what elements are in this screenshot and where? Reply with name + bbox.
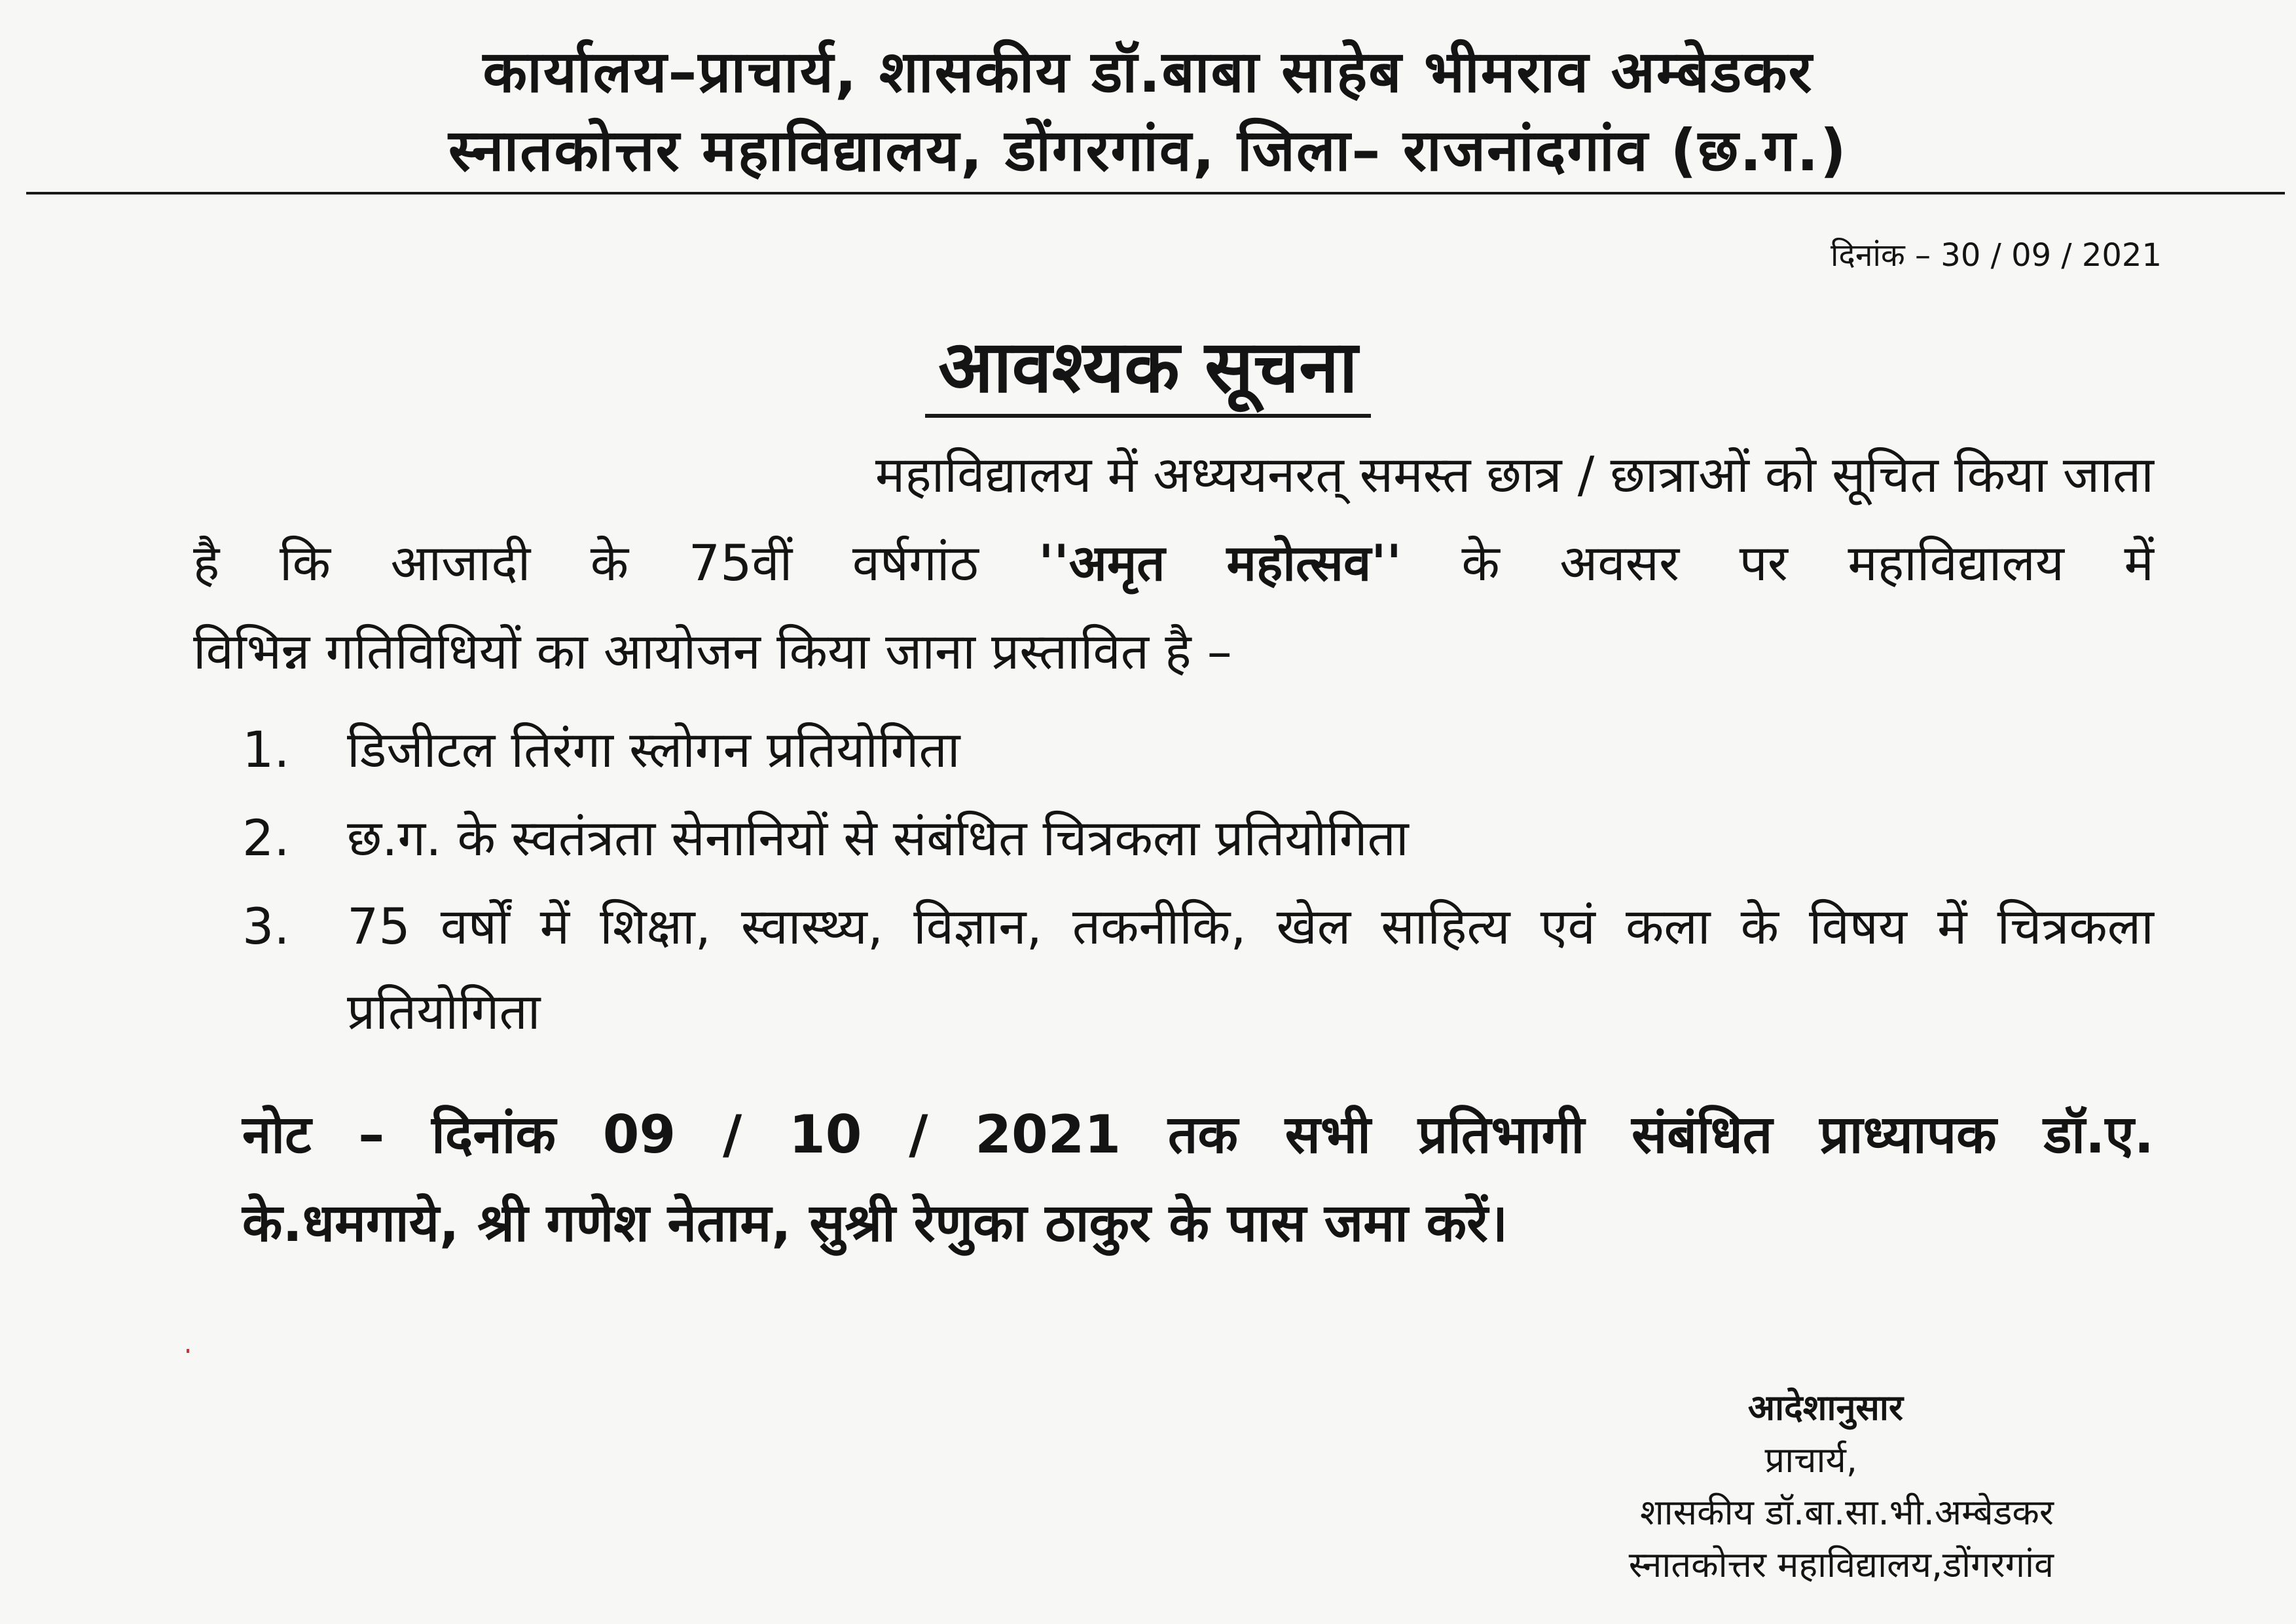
signature-order: आदेशानुसार [1747,1387,1903,1428]
body-line-2 [193,521,2154,606]
note-line-1: नोट – दिनांक 09 / 10 / 2021 तक सभी प्रतिभागी संबंधित प्राध्यापक डॉ.ए. [242,1104,2154,1165]
list-item-text: छ.ग. के स्वतंत्रता सेनानियों से संबंधित चित्रकला प्रतियोगिता [347,809,1409,867]
signature-college-line-2: स्नातकोत्तर महाविद्यालय,डोंगरगांव [1628,1544,2054,1585]
notice-date: दिनांक – 30 / 09 / 2021 [1830,237,2162,274]
list-item-number: 2. [242,809,290,867]
list-item-text: 75 वर्षों में शिक्षा, स्वास्थ्य, विज्ञान, तकनीकि, खेल साहित्य एवं कला के विषय में चित्रकला प्रतियोगिता [347,897,2154,1041]
body-line-2-start: है कि आजादी के 75वीं वर्षगांठ [193,534,1039,592]
list-item-number: 3. [242,897,290,955]
body-line-3: विभिन्न गतिविधियों का आयोजन किया जाना प्रस्तावित है – [193,622,1232,680]
header-line-1: कार्यालय–प्राचार्य, शासकीय डॉ.बाबा साहेब भीमराव अम्बेडकर [483,38,1813,105]
paper-speck [187,1349,189,1353]
list-item-text: डिजीटल तिरंगा स्लोगन प्रतियोगिता [347,720,960,779]
notice-title: आवश्यक सूचना [925,321,1371,418]
list-item-number: 1. [242,720,290,779]
body-line-1: महाविद्यालय में अध्ययनरत् समस्त छात्र / छात्राओं को सूचित किया जाता [875,445,2154,504]
header-line-2: स्नातकोत्तर महाविद्यालय, डोंगरगांव, जिला– राजनांदगांव (छ.ग.) [448,117,1848,184]
body-line-2-end: के अवसर पर महाविद्यालय में [1401,534,2154,592]
notice-title-wrap [0,321,2296,418]
festival-name: ''अमृत महोत्सव'' [1038,534,1402,592]
header-divider [26,192,2285,194]
note-line-2: के.धमगाये, श्री गणेश नेताम, सुश्री रेणुका ठाकुर के पास जमा करें। [242,1192,1508,1253]
signature-college-line-1: शासकीय डॉ.बा.सा.भी.अम्बेडकर [1639,1492,2054,1533]
signature-designation: प्राचार्य, [1764,1439,1857,1481]
